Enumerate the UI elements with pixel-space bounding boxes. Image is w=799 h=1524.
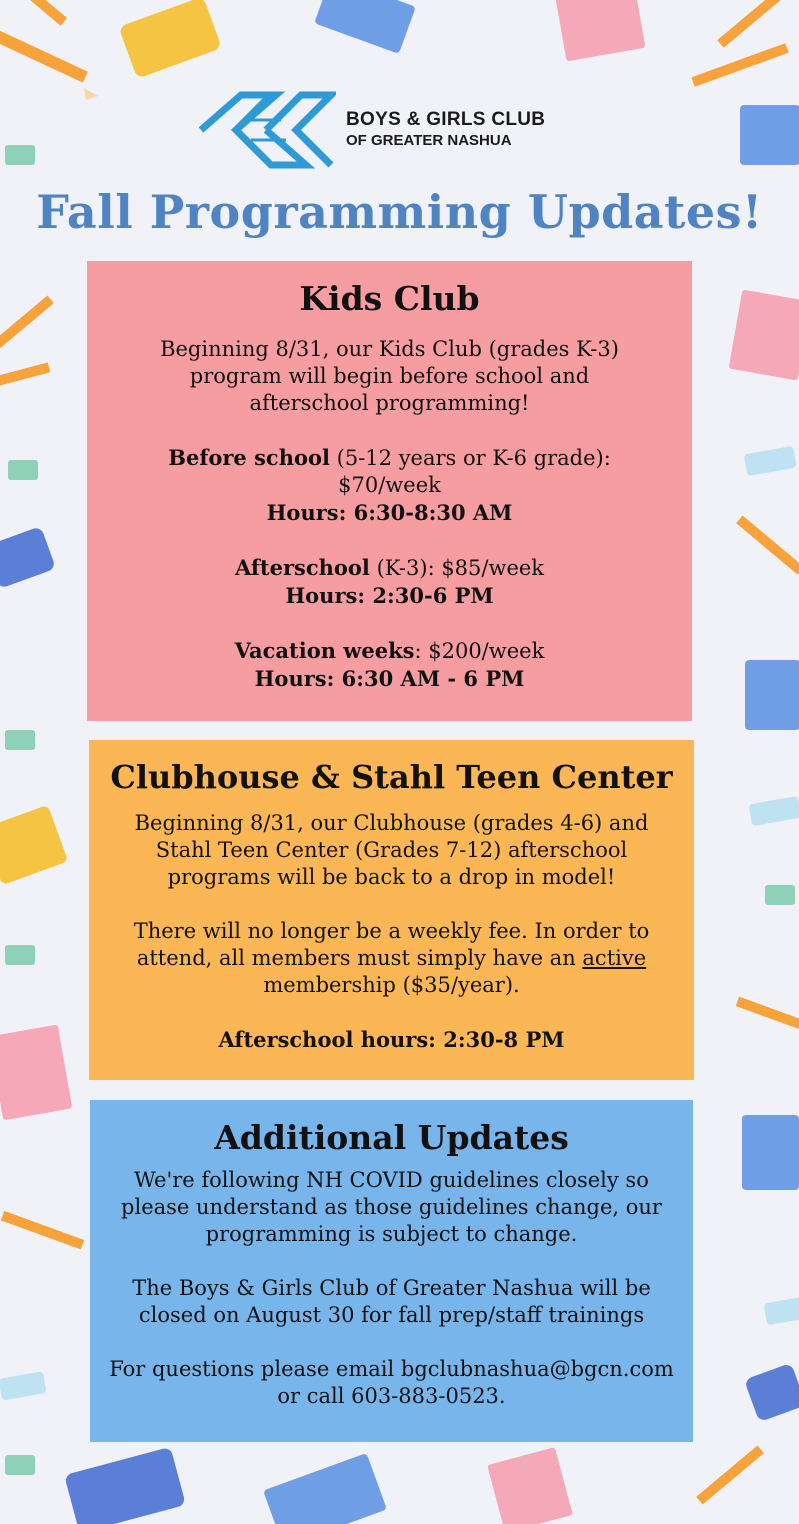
notebook-icon <box>0 1025 72 1121</box>
pencil-case-icon <box>0 805 68 885</box>
sharpener-icon <box>765 885 795 905</box>
sharpener-icon <box>8 460 38 480</box>
additional-heading: Additional Updates <box>214 1118 569 1157</box>
additional-updates-card <box>90 1100 693 1442</box>
kids-afterschool <box>103 554 676 610</box>
eraser-icon <box>748 796 799 826</box>
pencil-icon <box>691 43 788 87</box>
pencil-icon <box>0 362 50 387</box>
pencil-icon <box>0 295 54 354</box>
kids-after-detail: (K-3): $85/week <box>369 556 545 580</box>
kids-club-heading: Kids Club <box>299 279 480 318</box>
laptop-icon <box>263 1453 387 1524</box>
pencil-icon <box>717 0 792 48</box>
kids-before-label: Before school <box>168 445 330 470</box>
kids-vacation-hours: Hours: 6:30 AM - 6 PM <box>254 666 525 691</box>
kids-after-label: Afterschool <box>234 555 370 580</box>
sharpener-icon <box>5 945 35 965</box>
pencil-icon <box>7 0 67 26</box>
kids-before-detail: (5-12 years or K-6 grade): $70/week <box>329 446 611 497</box>
club-logo <box>196 90 586 170</box>
pencil-case-icon <box>744 1363 799 1422</box>
kids-vacation <box>103 637 676 693</box>
clubhouse-fee-rest: membership ($35/year). <box>263 973 520 997</box>
kids-vacation-label: Vacation weeks <box>234 638 415 663</box>
sharpener-icon <box>5 1455 35 1475</box>
pencil-icon <box>696 1445 764 1504</box>
laptop-icon <box>740 105 799 165</box>
pencil-case-icon <box>64 1447 186 1524</box>
laptop-icon <box>314 0 416 54</box>
kids-club-card <box>87 261 692 721</box>
kids-after-hours: Hours: 2:30-6 PM <box>285 583 494 608</box>
notebook-icon <box>729 290 799 381</box>
kids-vacation-detail: : $200/week <box>414 639 545 663</box>
notebook-icon <box>555 0 645 61</box>
laptop-icon <box>742 1115 799 1190</box>
kids-club-intro: Beginning 8/31, our Kids Club (grades K-3) program will begin before school and afterschool programming! <box>160 337 619 415</box>
pencil-case-icon <box>0 526 56 589</box>
handshake-logo-icon <box>196 90 336 170</box>
notebook-icon <box>487 1447 573 1524</box>
clubhouse-hours <box>105 1026 678 1054</box>
additional-covid: We're following NH COVID guidelines closely so please understand as those guidelines change, our programming is subject to change. <box>121 1168 662 1246</box>
kids-before-school <box>103 444 676 527</box>
eraser-icon <box>0 1371 47 1400</box>
pencil-icon <box>1 1211 84 1249</box>
clubhouse-fee-active: active <box>582 946 647 970</box>
clubhouse-intro: Beginning 8/31, our Clubhouse (grades 4-6) and Stahl Teen Center (Grades 7-12) afterschool programs will be back to a drop in model! <box>134 811 649 889</box>
logo-line-2: OF GREATER NASHUA <box>346 132 512 150</box>
clubhouse-hours-text: Afterschool hours: 2:30-8 PM <box>218 1027 565 1052</box>
pencil-icon <box>0 29 98 100</box>
clubhouse-fee <box>105 918 678 999</box>
clubhouse-card <box>89 740 694 1080</box>
additional-closed: The Boys & Girls Club of Greater Nashua will be closed on August 30 for fall prep/staff trainings <box>132 1276 651 1327</box>
eraser-icon <box>763 1297 799 1326</box>
eraser-icon <box>744 446 797 476</box>
logo-line-1: BOYS & GIRLS CLUB <box>346 109 546 131</box>
sharpener-icon <box>5 730 35 750</box>
kids-before-hours: Hours: 6:30-8:30 AM <box>266 500 513 525</box>
pencil-icon <box>736 997 799 1034</box>
clubhouse-fee-text: There will no longer be a weekly fee. In order to attend, all members must simply have an <box>133 919 650 970</box>
sharpener-icon <box>5 145 35 165</box>
additional-contact: For questions please email bgclubnashua@bgcn.com or call 603-883-0523. <box>109 1357 674 1408</box>
pencil-icon <box>736 515 799 574</box>
pencil-case-icon <box>118 0 221 79</box>
page-title: Fall Programming Updates! <box>36 185 763 239</box>
laptop-icon <box>745 660 799 730</box>
clubhouse-heading: Clubhouse & Stahl Teen Center <box>110 758 673 796</box>
